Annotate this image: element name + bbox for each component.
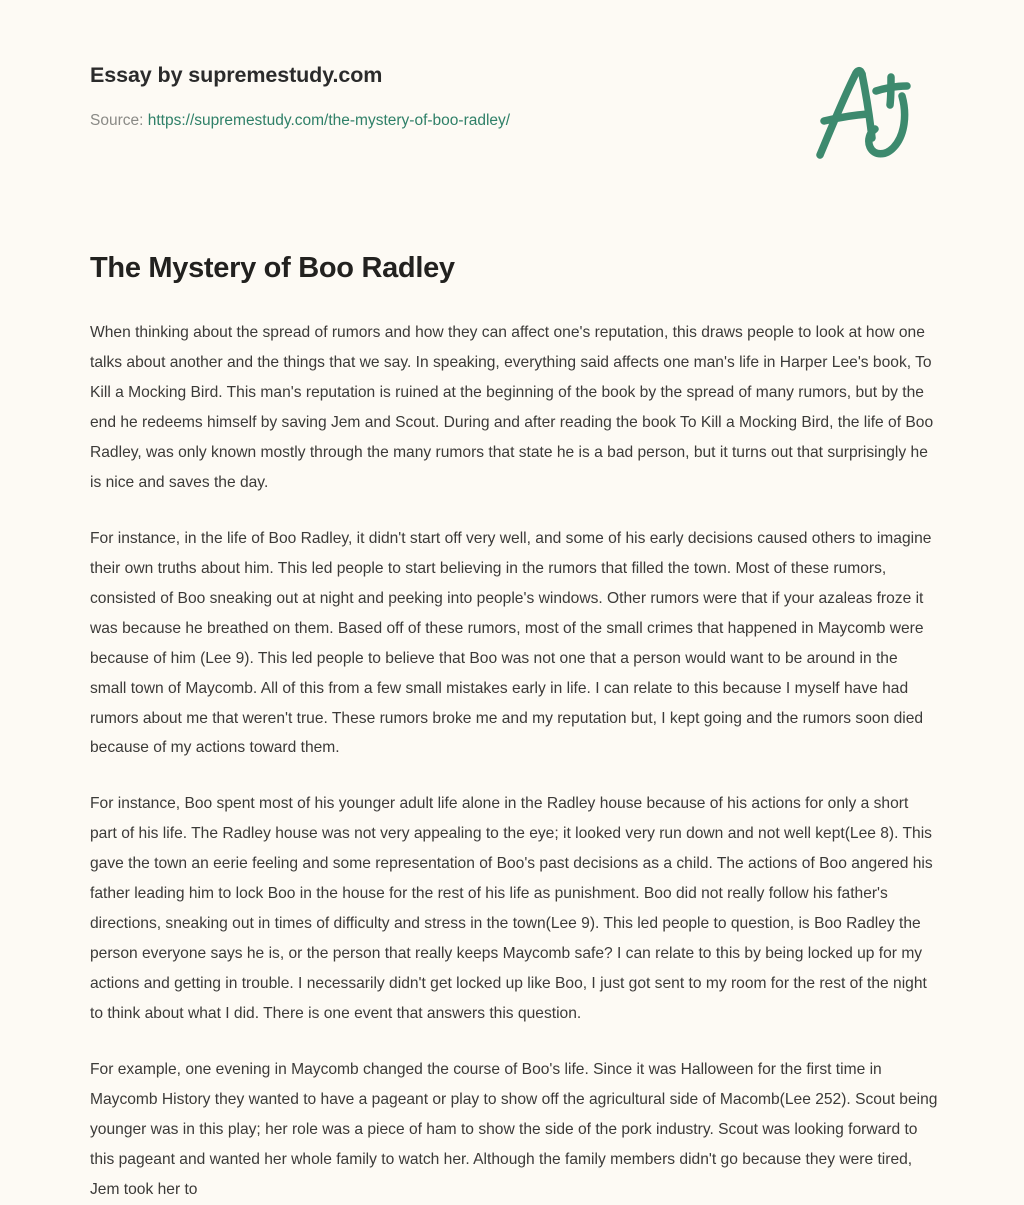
a-plus-logo[interactable]: [806, 52, 926, 172]
source-label: Source:: [90, 111, 144, 129]
article: [90, 250, 938, 1205]
paragraph: For example, one evening in Maycomb changed the course of Boo's life. Since it was Halloween for the first time in Maycomb History they wanted to have a pageant or play to show off the agricultural side of Macomb(Lee 252). Scout being younger was in this play; her role was a piece of ham to show the side of the pork industry. Scout was looking forward to this pageant and wanted her whole family to watch her. Although the family members didn't go because they were tired, Jem took her to: [90, 1060, 938, 1198]
article-body: [90, 318, 938, 1204]
a-plus-logo-icon: [806, 52, 926, 172]
page-header: [0, 0, 1024, 185]
brand-block: [90, 62, 790, 131]
source-line: [90, 89, 790, 131]
paragraph: For instance, Boo spent most of his younger adult life alone in the Radley house because of his actions for only a short part of his life. The Radley house was not very appealing to the eye; it looked very run down and not well kept(Lee 8). This gave the town an eerie feeling and some representation of Boo's past decisions as a child. The actions of Boo angered his father leading him to lock Boo in the house for the rest of his life as punishment. Boo did not really follow his father's directions, sneaking out in times of difficulty and stress in the town(Lee 9). This led people to question, is Boo Radley the person everyone says he is, or the person that really keeps Maycomb safe? I can relate to this by being locked up for my actions and getting in trouble. I necessarily didn't get locked up like Boo, I just got sent to my room for the rest of the night to think about what I did. There is one event that answers this question.: [90, 795, 933, 1022]
paragraph: For instance, in the life of Boo Radley, it didn't start off very well, and some of his early decisions caused others to imagine their own truths about him. This led people to start believing in the rumors that filled the town. Most of these rumors, consisted of Boo sneaking out at night and peeking into people's windows. Other rumors were that if your azaleas froze it was because he breathed on them. Based off of these rumors, most of the small crimes that happened in Maycomb were because of him (Lee 9). This led people to believe that Boo was not one that a person would want to be around in the small town of Maycomb. All of this from a few small mistakes early in life. I can relate to this because I myself have had rumors about me that weren't true. These rumors broke me and my reputation but, I kept going and the rumors soon died because of my actions toward them.: [90, 529, 932, 757]
page-title: The Mystery of Boo Radley: [90, 252, 455, 284]
source-url-link[interactable]: https://supremestudy.com/the-mystery-of-boo-radley/: [147, 111, 511, 129]
essay-by-heading: Essay by supremestudy.com: [90, 63, 383, 87]
paragraph: When thinking about the spread of rumors and how they can affect one's reputation, this draws people to look at how one talks about another and the things that we say. In speaking, everything said affects one man's life in Harper Lee's book, To Kill a Mocking Bird. This man's reputation is ruined at the beginning of the book by the spread of many rumors, but by the end he redeems himself by saving Jem and Scout. During and after reading the book To Kill a Mocking Bird, the life of Boo Radley, was only known mostly through the many rumors that state he is a bad person, but it turns out that surprisingly he is nice and saves the day.: [90, 324, 934, 491]
